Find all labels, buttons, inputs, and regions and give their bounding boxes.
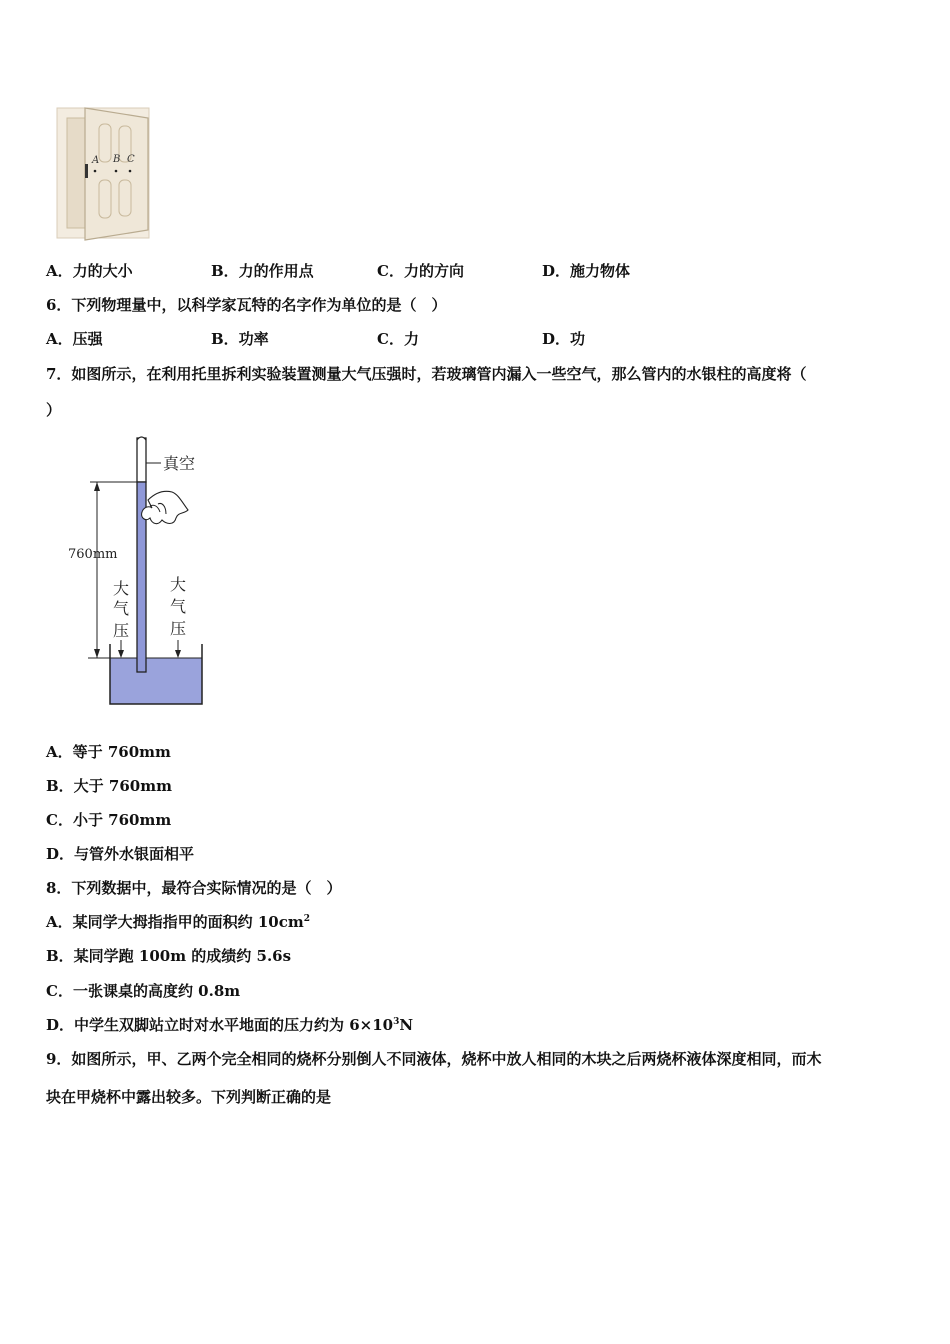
- left-pressure-arrowhead: [118, 650, 124, 658]
- left-pressure-char-1: 大: [113, 579, 130, 598]
- glass-tube-vacuum: [137, 438, 146, 482]
- point-a: [94, 170, 97, 173]
- q7-stem-line1: 7．如图所示，在利用托里拆利实验装置测量大气压强时，若玻璃管内漏入一些空气，那么管内的水银柱的高度将（: [46, 365, 807, 383]
- height-arrow-down: [94, 649, 100, 658]
- q8-option-d: [46, 1015, 413, 1035]
- left-pressure-char-3: 压: [113, 621, 130, 640]
- point-c: [129, 170, 132, 173]
- q5-option-a: A．力的大小: [46, 262, 133, 280]
- q9-stem-line2: 块在甲烧杯中露出较多。下列判断正确的是: [46, 1088, 332, 1106]
- q6-stem: 6．下列物理量中，以科学家瓦特的名字作为单位的是（ ）: [46, 296, 447, 314]
- right-pressure-char-1: 大: [170, 575, 187, 594]
- q8-stem: 8．下列数据中，最符合实际情况的是（ ）: [46, 879, 342, 897]
- q8-option-d-text: D．中学生双脚站立时对水平地面的压力约为 6×10: [46, 1016, 394, 1034]
- point-label-a: A: [92, 155, 100, 166]
- q8-option-d-unit: N: [399, 1016, 414, 1034]
- q8-option-a-superscript: 2: [303, 914, 311, 924]
- height-label: 760mm: [68, 547, 118, 562]
- q5-option-b: B．力的作用点: [211, 262, 314, 280]
- q8-option-a-text: A．某同学大拇指指甲的面积约 10cm: [46, 913, 304, 931]
- mercury-dish-liquid: [110, 658, 202, 704]
- q7-option-a: A．等于 760mm: [46, 743, 171, 761]
- q7-option-b: B．大于 760mm: [46, 777, 172, 795]
- left-pressure-char-2: 气: [113, 599, 130, 618]
- point-label-b: B: [113, 154, 121, 165]
- right-pressure-char-2: 气: [170, 597, 187, 616]
- torricelli-figure: [60, 434, 210, 712]
- right-pressure-char-3: 压: [170, 619, 187, 638]
- vacuum-label: 真空: [163, 454, 196, 473]
- q7-stem-line2: ）: [46, 401, 62, 419]
- q6-option-a: A．压强: [46, 330, 103, 348]
- door-hinge: [85, 164, 88, 178]
- q5-option-d: D．施力物体: [542, 262, 631, 280]
- q8-option-a: [46, 912, 310, 932]
- q5-option-c: C．力的方向: [377, 262, 464, 280]
- door-panel: [85, 108, 148, 240]
- right-pressure-arrowhead: [175, 650, 181, 658]
- point-b: [115, 170, 118, 173]
- q9-stem-line1: 9．如图所示，甲、乙两个完全相同的烧杯分别倒人不同液体，烧杯中放人相同的木块之后两烧杯液体深度相同，而木: [46, 1050, 822, 1068]
- q8-option-b: B．某同学跑 100m 的成绩约 5.6s: [46, 947, 292, 965]
- height-arrow-up: [94, 482, 100, 491]
- q8-option-c: C．一张课桌的高度约 0.8m: [46, 982, 241, 1000]
- q8-option-d-superscript: 3: [393, 1017, 400, 1027]
- q6-option-d: D．功: [542, 330, 586, 348]
- q7-option-d: D．与管外水银面相平: [46, 845, 195, 863]
- q6-option-b: B．功率: [211, 330, 269, 348]
- q7-option-c: C．小于 760mm: [46, 811, 172, 829]
- q6-option-c: C．力: [377, 330, 419, 348]
- point-label-c: C: [127, 154, 135, 165]
- door-figure: [55, 104, 153, 242]
